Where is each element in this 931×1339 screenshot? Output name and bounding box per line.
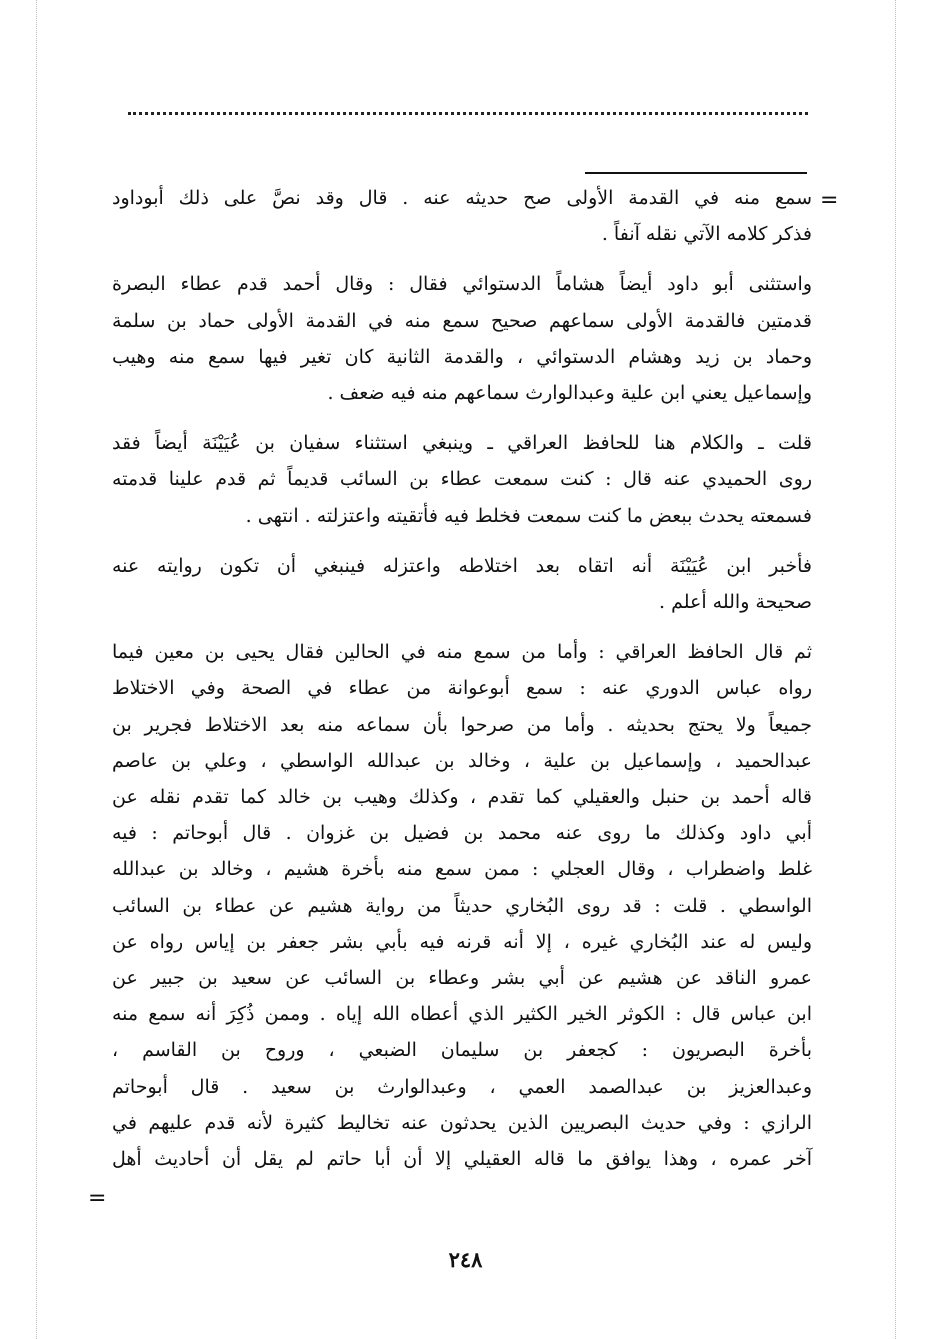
text-line: فذكر كلامه الآتي نقله آنفاً . xyxy=(601,223,812,246)
text-line: الواسطي . قلت : قد روى البُخاري حديثاً من رواية هشيم عن عطاء بن السائب xyxy=(112,894,812,917)
text-line: آخر عمره ، وهذا يوافق ما قاله العقيلي إلا أن أبا حاتم لم يقل أن أحاديث أهل xyxy=(112,1148,812,1171)
text-line: جميعاً ولا يحتج بحديثه . وأما من صرحوا بأن سماعه منه بعد الاختلاط فجرير بن xyxy=(112,713,812,736)
text-line: قدمتين فالقدمة الأولى سماعهم صحيح سمع منه في القدمة الأولى حماد بن سلمة xyxy=(112,309,812,332)
text-line: الرازي : وفي حديث البصريين الذين يحدثون عنه تخاليط كثيرة لأنه قدم عليهم في xyxy=(112,1111,812,1134)
text-line: رواه عباس الدوري عنه : سمع أبوعوانة من عطاء في الصحة وفي الاختلاط xyxy=(112,677,812,700)
paragraph-5 xyxy=(112,634,812,1177)
text-line: وعبدالعزيز بن عبدالصمد العمي ، وعبدالوارث بن سعيد . قال أبوحاتم xyxy=(112,1075,812,1098)
paragraph-4 xyxy=(112,548,812,620)
right-margin-guide xyxy=(895,0,896,1339)
text-line: صحيحة والله أعلم . xyxy=(658,591,812,614)
text-line: روى الحميدي عنه قال : كنت سمعت عطاء بن السائب قديماً ثم قدم علينا قدمته xyxy=(112,468,812,491)
text-line: وإسماعيل يعني ابن علية وعبدالوارث سماعهم منه فيه ضعف . xyxy=(327,382,812,405)
text-line: وحماد بن زيد وهشام الدستوائي ، والقدمة الثانية كان تغير فيها سمع منه وهيب xyxy=(112,345,813,368)
text-line: ثم قال الحافظ العراقي : وأما من سمع منه في الحالين فقال يحيى بن معين فيما xyxy=(112,641,812,664)
text-line: غلط واضطراب ، وقال العجلي : ممن سمع منه بأخرة هشيم ، وخالد بن عبدالله xyxy=(112,858,812,881)
text-line: أبي داود وكذلك ما روى عنه محمد بن فضيل بن غزوان . قال أبوحاتم : فيه xyxy=(112,822,812,845)
paragraph-1 xyxy=(112,180,812,252)
text-line: قلت ـ والكلام هنا للحافظ العراقي ـ وينبغي استثناء سفيان بن عُيَيْنَة أيضاً فقد xyxy=(112,432,812,455)
header-dotted-divider xyxy=(128,112,808,125)
text-line: سمع منه في القدمة الأولى صح حديثه عنه . قال وقد نصَّ على ذلك أبوداود xyxy=(112,187,812,209)
text-line: عبدالحميد ، وإسماعيل بن علية ، وخالد بن عبدالله الواسطي ، وعلي بن عاصم xyxy=(112,749,812,772)
text-line: وليس له عند البُخاري غيره ، إلا أنه قرنه فيه بأبي بشر جعفر بن إياس رواه عن xyxy=(112,930,812,953)
page-body-text xyxy=(112,180,812,1191)
footnote-rule xyxy=(585,172,807,174)
text-line: واستثنى أبو داود أيضاً هشاماً الدستوائي فقال : وقال أحمد قدم عطاء البصرة xyxy=(112,273,812,296)
text-line: قاله أحمد بن حنبل والعقيلي كما تقدم ، وكذلك وهيب بن خالد كما تقدم نقله عن xyxy=(112,786,812,809)
left-margin-guide xyxy=(36,0,37,1339)
text-line: بأخرة البصريون : كجعفر بن سليمان الضبعي ، وروح بن القاسم ، xyxy=(112,1039,812,1062)
text-line: فأخبر ابن عُيَيْنَة أنه اتقاه بعد اختلاطه واعتزله فينبغي أن تكون روايته عنه xyxy=(112,554,812,577)
text-line: ابن عباس قال : الكوثر الخير الكثير الذي أعطاه الله إياه . وممن ذُكِرَ أنه سمع منه xyxy=(112,1003,812,1026)
continuation-mark-top: = xyxy=(820,188,839,213)
text-line: عمرو الناقد عن هشيم عن أبي بشر وعطاء بن السائب عن سعيد بن جبير عن xyxy=(112,967,812,990)
page-number: ٢٤٨ xyxy=(448,1247,483,1272)
paragraph-2 xyxy=(112,266,812,411)
text-line: فسمعته يحدث ببعض ما كنت سمعت فخلط فيه فأتقيته واعتزلته . انتهى . xyxy=(245,504,812,527)
continuation-mark-bottom: = xyxy=(88,1186,107,1211)
paragraph-3 xyxy=(112,425,812,534)
